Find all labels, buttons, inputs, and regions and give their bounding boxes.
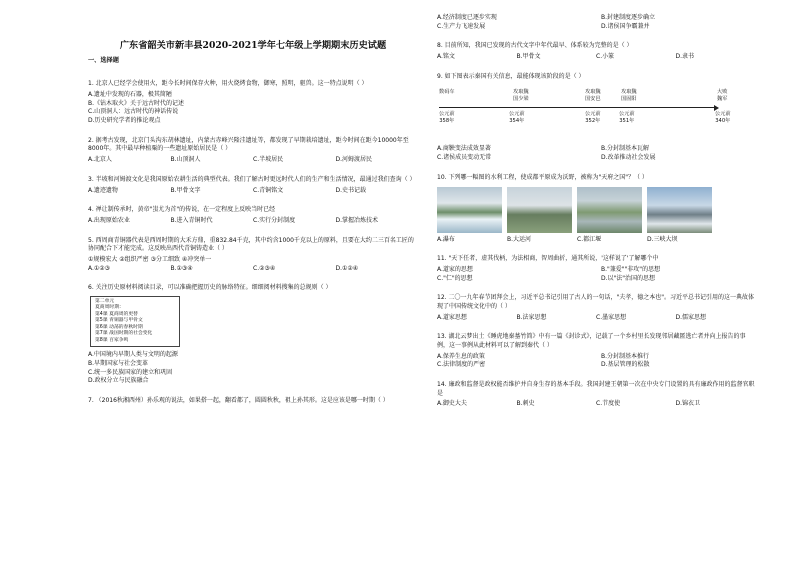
answer-option[interactable]: B.进入青铜时代 xyxy=(170,216,213,224)
timeline-label: 公元前 351年 xyxy=(619,111,635,125)
answer-option[interactable]: A.商鞅变法成效显著 xyxy=(437,145,491,153)
answer-option[interactable]: D.①②④ xyxy=(335,264,359,272)
question xyxy=(88,397,418,406)
options-row xyxy=(88,156,418,165)
question-text: 13. 湖北云梦出土《睡虎地秦墓竹简》中有一篇《封诊式》，记载了一个乡村里长发现邻居藏匿逃亡者并向上报告的事例，这一事例从此材料可以了解到秦代（ ） xyxy=(437,333,746,349)
options-row xyxy=(437,53,755,62)
toc-line: 第二单元 xyxy=(95,299,115,305)
toc-line: 夏商周时期： xyxy=(95,305,124,311)
answer-option[interactable]: C.小篆 xyxy=(596,53,615,61)
photo xyxy=(437,187,502,233)
answer-option[interactable]: B.甲骨文 xyxy=(516,53,541,61)
answer-option[interactable]: C.统一多民族国家的建立和巩固 xyxy=(88,368,173,376)
answer-option[interactable]: A.经济制度已逐步实现 xyxy=(437,14,497,21)
left-questions xyxy=(88,80,418,405)
answer-option[interactable]: D.政权分立与民族融合 xyxy=(88,377,149,385)
toc-line: 第6课 动荡的春秋时期 xyxy=(95,324,143,330)
timeline-axis xyxy=(439,107,715,108)
toc-line: 第8课 百家争鸣 xyxy=(95,337,129,343)
answer-option[interactable]: A.瀑布 xyxy=(437,235,455,243)
answer-option[interactable]: C.生产力飞速发展 xyxy=(437,22,486,30)
timeline-label: 公元前 358年 xyxy=(439,111,455,125)
photo xyxy=(507,187,572,233)
answer-option[interactable]: C.青铜铭文 xyxy=(253,186,284,194)
options-grid xyxy=(437,14,755,31)
table-of-contents-box xyxy=(90,296,180,347)
timeline-label: 大败 魏军 xyxy=(717,89,728,103)
question xyxy=(437,42,755,61)
options-row xyxy=(88,217,418,226)
question xyxy=(437,333,755,370)
answer-option[interactable]: D.掌握冶炼技术 xyxy=(335,216,379,224)
photo xyxy=(577,187,642,233)
timeline xyxy=(437,85,755,135)
answer-option[interactable]: D.史书记载 xyxy=(335,186,367,194)
answer-option[interactable]: B.分封制基本推行 xyxy=(601,352,650,360)
left-column xyxy=(88,14,418,417)
answer-option[interactable]: B.《钻木取火》关于远古时代的记述 xyxy=(88,99,185,107)
photo-row xyxy=(437,187,755,233)
answer-option[interactable]: C.实行分封制度 xyxy=(253,216,296,224)
options-row xyxy=(88,265,418,274)
photo-captions xyxy=(437,236,755,245)
question xyxy=(437,381,755,409)
photo xyxy=(647,187,712,233)
question-text: 8. 目前所知，我国已发现的古代文字中年代最早、体系较为完整的是（ ） xyxy=(437,42,633,50)
question xyxy=(88,80,418,125)
question-text: 2. 据考古发现，北京门头沟东胡林遗址，内蒙古赤峰兴隆洼遗址等，都发现了早期栽培遗址，距今时间在距今10000年至8000年。其中最早种植粟的一些遗址原始居民是（ ） xyxy=(88,136,409,153)
answer-option[interactable]: C.山顶洞人：远古时代的神话传说 xyxy=(88,108,179,116)
timeline-label: 公元前 340年 xyxy=(715,111,731,125)
answer-option[interactable]: D.历史研究学者的推论观点 xyxy=(88,117,161,125)
answer-option[interactable]: C.②③④ xyxy=(253,264,276,272)
right-questions xyxy=(437,14,755,409)
answer-option[interactable]: C."仁"的思想 xyxy=(437,274,473,282)
options-row xyxy=(437,400,755,409)
timeline-label: 攻取魏 国安邑 xyxy=(585,89,601,103)
question-text: 12. 二〇一九年春节团拜会上，习近平总书记引用了古人的一句话，"夫孝，德之本也"。习近平总书记引用的这一典故体现了中国传统文化中的（ ） xyxy=(437,294,754,310)
toc-line: 第4课 夏商周的更替 xyxy=(95,311,138,317)
answer-option[interactable]: D.河姆渡居民 xyxy=(335,156,373,164)
answer-option[interactable]: D.以"法"治国的思想 xyxy=(601,274,656,282)
question-text: 3. 半坡和河姆渡文化是我国原始农耕生活的典型代表。我们了解古时更远时代人们的生产和生活情况，最通过我们查询（ ） xyxy=(88,175,416,183)
options-row xyxy=(88,187,418,196)
options-grid xyxy=(437,145,755,162)
answer-option[interactable]: B.大运河 xyxy=(507,235,532,243)
answer-option[interactable]: C.半坡居民 xyxy=(253,156,284,164)
answer-option[interactable]: A.道家思想 xyxy=(437,313,467,321)
question xyxy=(437,73,755,163)
options-row xyxy=(437,314,755,323)
options xyxy=(88,256,418,273)
answer-option[interactable]: A.出现原始农业 xyxy=(88,216,130,224)
question xyxy=(88,176,418,195)
answer-option[interactable]: B.分封制基本瓦解 xyxy=(601,145,650,153)
statement-list: ①规模宏大 ②组织严密 ③分工细致 ④冲突单一 xyxy=(88,255,212,263)
answer-option[interactable]: A.道家的思想 xyxy=(437,265,473,273)
answer-option[interactable]: D.锦衣卫 xyxy=(675,400,701,408)
answer-option[interactable]: B.法家思想 xyxy=(516,313,547,321)
answer-option[interactable]: A.保养生息的政策 xyxy=(437,352,485,360)
question-text: 1. 北京人已经学会使用火，距今长时间保存火种，用火烧烤食物，御寒，照明，驱兽。这一特点说明（ ） xyxy=(88,80,368,88)
answer-option[interactable]: C.诸侯成员变动无常 xyxy=(437,154,492,162)
answer-option[interactable]: B.①③④ xyxy=(170,264,193,272)
answer-option[interactable]: B.刺史 xyxy=(516,400,535,408)
answer-option[interactable]: D.儒家思想 xyxy=(675,313,707,321)
answer-option[interactable]: B.封建制度逐步确立 xyxy=(601,14,656,21)
question xyxy=(437,14,755,31)
question-text: 14. 廉政和监督是政权能否维护并自身生存的基本手段。我国封建王朝第一次在中央专门设置的具有廉政作用的监督官职是 xyxy=(437,381,755,397)
question-text: 7. （2016秋湘西州）孙乐观的说法，如果搭一起，翻看都了，圆圆秋秋，祖上孙其形。这是应该是哪一时期（ ） xyxy=(88,397,389,405)
answer-option[interactable]: D.诸侯国争霸兼并 xyxy=(601,22,650,30)
question xyxy=(88,137,418,165)
answer-option[interactable]: A.遗址中发现的石器，极其简陋 xyxy=(88,91,172,99)
answer-option[interactable]: D.改革推动社会发展 xyxy=(601,154,656,162)
answer-option[interactable]: D.基层管理的松散 xyxy=(601,361,650,369)
answer-option[interactable]: A.北京人 xyxy=(88,156,112,164)
options-grid xyxy=(437,266,755,283)
answer-option[interactable]: A.御史大夫 xyxy=(437,400,467,408)
options xyxy=(88,351,418,386)
answer-option[interactable]: B.甲骨文字 xyxy=(170,186,201,194)
answer-option[interactable]: B.早期国家与社会变革 xyxy=(88,359,149,367)
question xyxy=(437,294,755,322)
answer-option[interactable]: D.三峡大坝 xyxy=(647,235,678,243)
question xyxy=(88,206,418,225)
section-heading: 一、选择题 xyxy=(88,57,119,65)
toc-line: 第5课 青铜器与甲骨文 xyxy=(95,318,143,324)
question xyxy=(88,237,418,274)
answer-option[interactable]: B."兼爱""非攻"的思想 xyxy=(601,265,661,273)
question-text: 4. 禅让制传承时，黄帝"蚩尤为首"的传说，在一定程度上反映当时已经 xyxy=(88,206,276,214)
toc-line: 第7课 战国时期的社会变化 xyxy=(95,331,153,337)
question-text: 9. 如下图表示秦国有关信息，最能体现该阶段的是（ ） xyxy=(437,72,585,80)
page-title: 广东省韶关市新丰县2020-2021学年七年级上学期期末历史试题 xyxy=(119,40,387,51)
question xyxy=(437,255,755,283)
question-text: 10. 下列哪一幅图的水利工程，使成都平原成为沃野，被称为"天府之国"？（ ） xyxy=(437,173,648,181)
timeline-label: 攻取魏 国固阳 xyxy=(621,89,637,103)
question xyxy=(88,284,418,386)
timeline-label: 数码车 xyxy=(439,89,455,96)
question xyxy=(437,174,755,244)
answer-option[interactable]: D.隶书 xyxy=(675,53,695,61)
answer-option[interactable]: A.铭文 xyxy=(437,53,455,61)
answer-option[interactable]: C.都江堰 xyxy=(577,235,602,243)
answer-option[interactable]: C.法律制度的严密 xyxy=(437,361,486,369)
options xyxy=(88,91,418,126)
question-text: 11. "天下任者，虚其伐柄，为法相商，智周曲折，通其所说，'这样说了'了解哪个中 xyxy=(437,255,659,263)
answer-option[interactable]: A.遗迹遗物 xyxy=(88,186,118,194)
options-grid xyxy=(437,353,755,370)
question-text: 5. 西周商青铜器代表是西周时期的大禾方鼎，重832.84千克，其中约含1000千克以上的原料，且要在大约二三百名工匠的协同配合下才能完成。这反映出西代青铜铸造业（ ） xyxy=(88,236,414,253)
right-column xyxy=(437,14,755,420)
answer-option[interactable]: A.中国境内早期人类与文明的起源 xyxy=(88,351,178,359)
answer-option[interactable]: C.节度使 xyxy=(596,400,621,408)
timeline-label: 攻取魏 国少梁 xyxy=(513,89,529,103)
question-text: 6. 关注历史原材料阅读目录，可以准确把握历史的脉络特征。细细阅材料搜集的总规则（ ） xyxy=(88,284,332,292)
answer-option[interactable]: B.山顶洞人 xyxy=(170,156,201,164)
answer-option[interactable]: C.墨家思想 xyxy=(596,313,627,321)
timeline-label: 公元前 354年 xyxy=(509,111,525,125)
answer-option[interactable]: A.①②③ xyxy=(88,264,111,272)
timeline-label: 公元前 352年 xyxy=(585,111,601,125)
